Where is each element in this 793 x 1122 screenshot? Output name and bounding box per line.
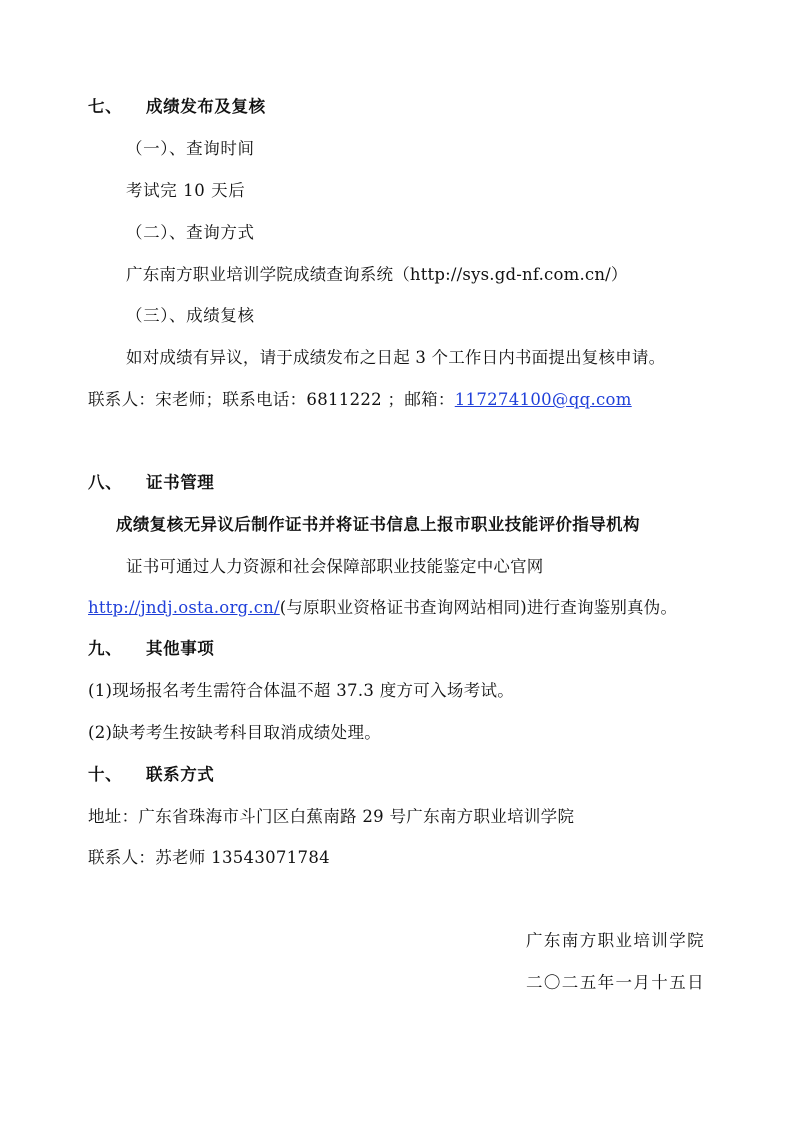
section-8-line2: 证书可通过人力资源和社会保障部职业技能鉴定中心官网: [126, 557, 544, 576]
section-10-address: 地址：广东省珠海市斗门区白蕉南路 29 号广东南方职业培训学院: [88, 807, 575, 826]
section-8-title: 证书管理: [146, 473, 215, 492]
section-9-item1: (1)现场报名考生需符合体温不超 37.3 度方可入场考试。: [88, 681, 515, 700]
section-9-number: 九、: [88, 639, 123, 658]
section-9-item2: (2)缺考考生按缺考科目取消成绩处理。: [88, 723, 382, 742]
osta-url-link[interactable]: http://jndj.osta.org.cn/: [88, 598, 280, 617]
section-7-sub1-text: 考试完 10 天后: [126, 181, 246, 200]
section-7-contact: [88, 389, 632, 411]
section-7-number: 七、: [88, 97, 123, 116]
contact-prefix: 联系人：宋老师；联系电话：6811222 ；邮箱：: [88, 390, 455, 409]
section-9-title: 其他事项: [146, 639, 215, 658]
email-link[interactable]: 117274100@qq.com: [454, 390, 632, 409]
section-8-line3-suffix: (与原职业资格证书查询网站相同)进行查询鉴别真伪。: [279, 598, 678, 617]
section-7-sub3-text: 如对成绩有异议，请于成绩发布之日起 3 个工作日内书面提出复核申请。: [126, 348, 666, 367]
section-8-number: 八、: [88, 473, 123, 492]
section-10-heading: [88, 764, 214, 786]
section-10-number: 十、: [88, 765, 123, 784]
section-7-sub1: （一）、查询时间: [126, 139, 255, 158]
section-8-bold-line: 成绩复核无异议后制作证书并将证书信息上报市职业技能评价指导机构: [116, 515, 640, 534]
section-7-sub2-text: 广东南方职业培训学院成绩查询系统（http://sys.gd-nf.com.cn/）: [126, 265, 628, 284]
section-9-heading: [88, 638, 214, 660]
section-7-sub3: （三）、成绩复核: [126, 306, 255, 325]
section-7-heading: [88, 96, 266, 118]
section-7-title: 成绩发布及复核: [146, 97, 266, 116]
section-7-sub2: （二）、查询方式: [126, 223, 255, 242]
section-10-contact: 联系人：苏老师 13543071784: [88, 848, 330, 867]
section-8-heading: [88, 472, 214, 494]
signature-org: 广东南方职业培训学院: [526, 931, 705, 950]
signature-date: 二〇二五年一月十五日: [526, 973, 705, 992]
section-8-line3: [88, 597, 677, 619]
section-10-title: 联系方式: [146, 765, 215, 784]
